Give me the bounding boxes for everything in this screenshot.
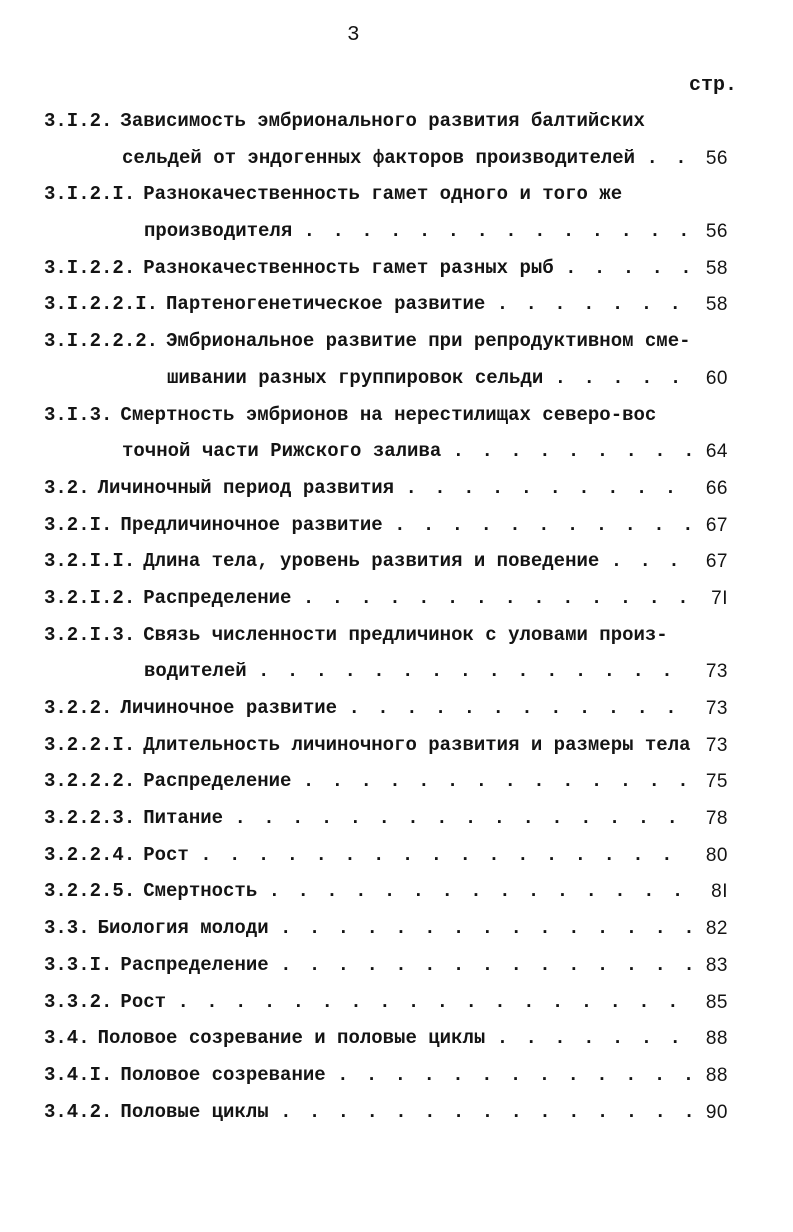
toc-row [44, 659, 734, 696]
toc-title: Биология молоди [97, 917, 269, 940]
toc-title: Длительность личиночного развития и размеры тела [143, 733, 691, 756]
toc-row [44, 219, 734, 256]
toc-number: 3.2.I.2. [44, 586, 136, 609]
toc-leader-dots: . . . . . [565, 256, 695, 279]
toc-leader-dots: . . . . . . . . . . . . . . . . . [200, 843, 676, 866]
toc-number: 3.I.2.I. [44, 183, 136, 206]
toc-title: Питание [143, 807, 224, 830]
toc-number: 3.2.2.4. [44, 843, 136, 866]
toc-page: 88 [705, 1028, 728, 1050]
toc-leader-dots: . . . . . . . . . . . . [348, 697, 680, 719]
toc-leader-dots: . . . . . . . . . . . . . . . [280, 953, 698, 976]
toc-leader-dots: . . . . . . . . . . [405, 476, 680, 499]
toc-row [44, 439, 734, 476]
toc-title: Личиночный период развития [97, 476, 395, 499]
toc-page: 75 [705, 771, 728, 793]
toc-page: 56 [705, 147, 728, 169]
toc-page: 7I [711, 587, 728, 609]
toc-page: 83 [705, 954, 728, 976]
toc-number: 3.2.I.I. [44, 550, 136, 573]
toc-leader-dots: . . . . . . . . . [452, 440, 698, 463]
toc-page: 56 [705, 221, 728, 243]
toc-row [44, 586, 734, 623]
toc-row [44, 953, 734, 990]
toc-row [44, 403, 734, 440]
table-of-contents [44, 109, 734, 1136]
toc-leader-dots: . . [646, 146, 690, 169]
toc-row [44, 366, 734, 403]
toc-title: производителя [144, 220, 293, 243]
toc-number: 3.I.2.2.I. [44, 293, 159, 316]
toc-row [44, 806, 734, 843]
toc-title: точной части Рижского залива [122, 440, 442, 463]
toc-page: 73 [705, 698, 728, 719]
toc-row [44, 292, 734, 329]
toc-title: Связь численности предличинок с уловами произ- [143, 623, 668, 646]
toc-number: 3.I.3. [44, 403, 113, 426]
toc-row [44, 916, 734, 953]
toc-title: Рост [143, 843, 189, 866]
toc-page: 66 [705, 477, 728, 499]
toc-page: 58 [705, 257, 728, 279]
toc-page: 8I [711, 881, 728, 903]
toc-page: 73 [705, 734, 728, 756]
toc-number: 3.2.I. [44, 513, 113, 536]
toc-page: 88 [705, 1064, 728, 1086]
toc-number: 3.2. [44, 476, 90, 499]
toc-row [44, 182, 734, 219]
toc-title: Распределение [120, 953, 269, 976]
toc-leader-dots: . . . . . . . . . . . . . . . . [234, 807, 681, 830]
toc-title: Распределение [143, 586, 292, 609]
toc-leader-dots: . . . . . . . . . . . . . . . [280, 917, 698, 940]
toc-number: 3.I.2. [44, 110, 113, 132]
toc-page: 80 [705, 844, 728, 866]
toc-title: Распределение [143, 770, 292, 793]
toc-number: 3.I.2.2.2. [44, 330, 159, 353]
toc-row [44, 696, 734, 733]
toc-page: 67 [705, 551, 728, 573]
toc-row [44, 879, 734, 916]
toc-title: Смертность эмбрионов на нерестилищах северо-вос [120, 403, 657, 426]
toc-leader-dots: . . . . . . . . . . . . . . [302, 770, 692, 793]
toc-number: 3.4.2. [44, 1100, 113, 1123]
toc-page: 85 [705, 991, 728, 1013]
page-number: 3 [347, 24, 360, 47]
toc-title: Личиночное развитие [120, 697, 338, 719]
toc-title: Зависимость эмбрионального развития балтийских [120, 110, 645, 132]
toc-title: Эмбриональное развитие при репродуктивном сме- [166, 330, 691, 353]
toc-title: Разнокачественность гамет разных рыб [143, 256, 554, 279]
toc-number: 3.3. [44, 917, 90, 940]
toc-number: 3.I.2.2. [44, 256, 136, 279]
toc-title: Разнокачественность гамет одного и того же [143, 183, 623, 206]
toc-page: 60 [705, 367, 728, 389]
toc-row [44, 769, 734, 806]
toc-number: 3.2.2.I. [44, 733, 136, 756]
toc-row [44, 549, 734, 586]
toc-leader-dots: . . . . . . . [496, 293, 684, 316]
toc-row [44, 109, 734, 146]
toc-leader-dots: . . . . . . . [496, 1027, 684, 1050]
toc-number: 3.2.I.3. [44, 623, 136, 646]
toc-leader-dots: . . . . . . . . . . . . . . . . . . [177, 990, 682, 1013]
toc-leader-dots: . . . [610, 550, 683, 573]
toc-number: 3.4.I. [44, 1063, 113, 1086]
toc-leader-dots: . . . . . . . . . . . . . . . [280, 1100, 698, 1123]
toc-title: Рост [120, 990, 167, 1013]
toc-number: 3.2.2. [44, 697, 113, 719]
toc-row [44, 623, 734, 660]
toc-row [44, 990, 734, 1027]
toc-page: 64 [705, 441, 728, 463]
page-column-label: стр. [689, 74, 738, 97]
toc-title: Смертность [143, 880, 258, 903]
toc-leader-dots: . . . . . [554, 366, 685, 389]
toc-row [44, 329, 734, 366]
toc-leader-dots: . . . . . . . . . . . . . . . [258, 660, 676, 683]
toc-leader-dots: . . . . . . . . . . . . . . [302, 586, 692, 609]
toc-page: 73 [705, 661, 728, 683]
toc-leader-dots: . . . . . . . . . . . . . . [303, 220, 693, 243]
toc-title: Длина тела, уровень развития и поведение [143, 550, 600, 573]
toc-title: Половое созревание [120, 1063, 326, 1086]
toc-title: сельдей от эндогенных факторов производителей [122, 146, 636, 169]
toc-row [44, 513, 734, 550]
toc-row [44, 843, 734, 880]
toc-row [44, 1026, 734, 1063]
toc-title: Половые циклы [120, 1100, 269, 1123]
toc-number: 3.2.2.2. [44, 770, 136, 793]
toc-row [44, 256, 734, 293]
toc-page: 78 [705, 808, 728, 830]
toc-number: 3.4. [44, 1027, 90, 1050]
toc-page: 90 [705, 1101, 728, 1123]
toc-title: водителей [144, 660, 247, 683]
toc-leader-dots: . . . . . . . . . . . [394, 513, 697, 536]
toc-row [44, 733, 734, 770]
toc-page: 82 [705, 918, 728, 940]
toc-title: шивании разных группировок сельди [167, 366, 544, 389]
toc-number: 3.2.2.3. [44, 807, 136, 830]
toc-title: Предличиночное развитие [120, 513, 383, 536]
toc-number: 3.2.2.5. [44, 880, 136, 903]
toc-page: 58 [705, 294, 728, 316]
toc-title: Партеногенетическое развитие [166, 293, 486, 316]
toc-number: 3.3.I. [44, 953, 113, 976]
toc-leader-dots: . . . . . . . . . . . . . [337, 1063, 698, 1086]
toc-row [44, 476, 734, 513]
toc-title: Половое созревание и половые циклы [97, 1027, 486, 1050]
toc-leader-dots: . . . . . . . . . . . . . . . [268, 880, 687, 903]
toc-page: 67 [705, 514, 728, 536]
toc-row [44, 1063, 734, 1100]
toc-row [44, 146, 734, 183]
toc-row [44, 1100, 734, 1137]
toc-number: 3.3.2. [44, 990, 113, 1013]
